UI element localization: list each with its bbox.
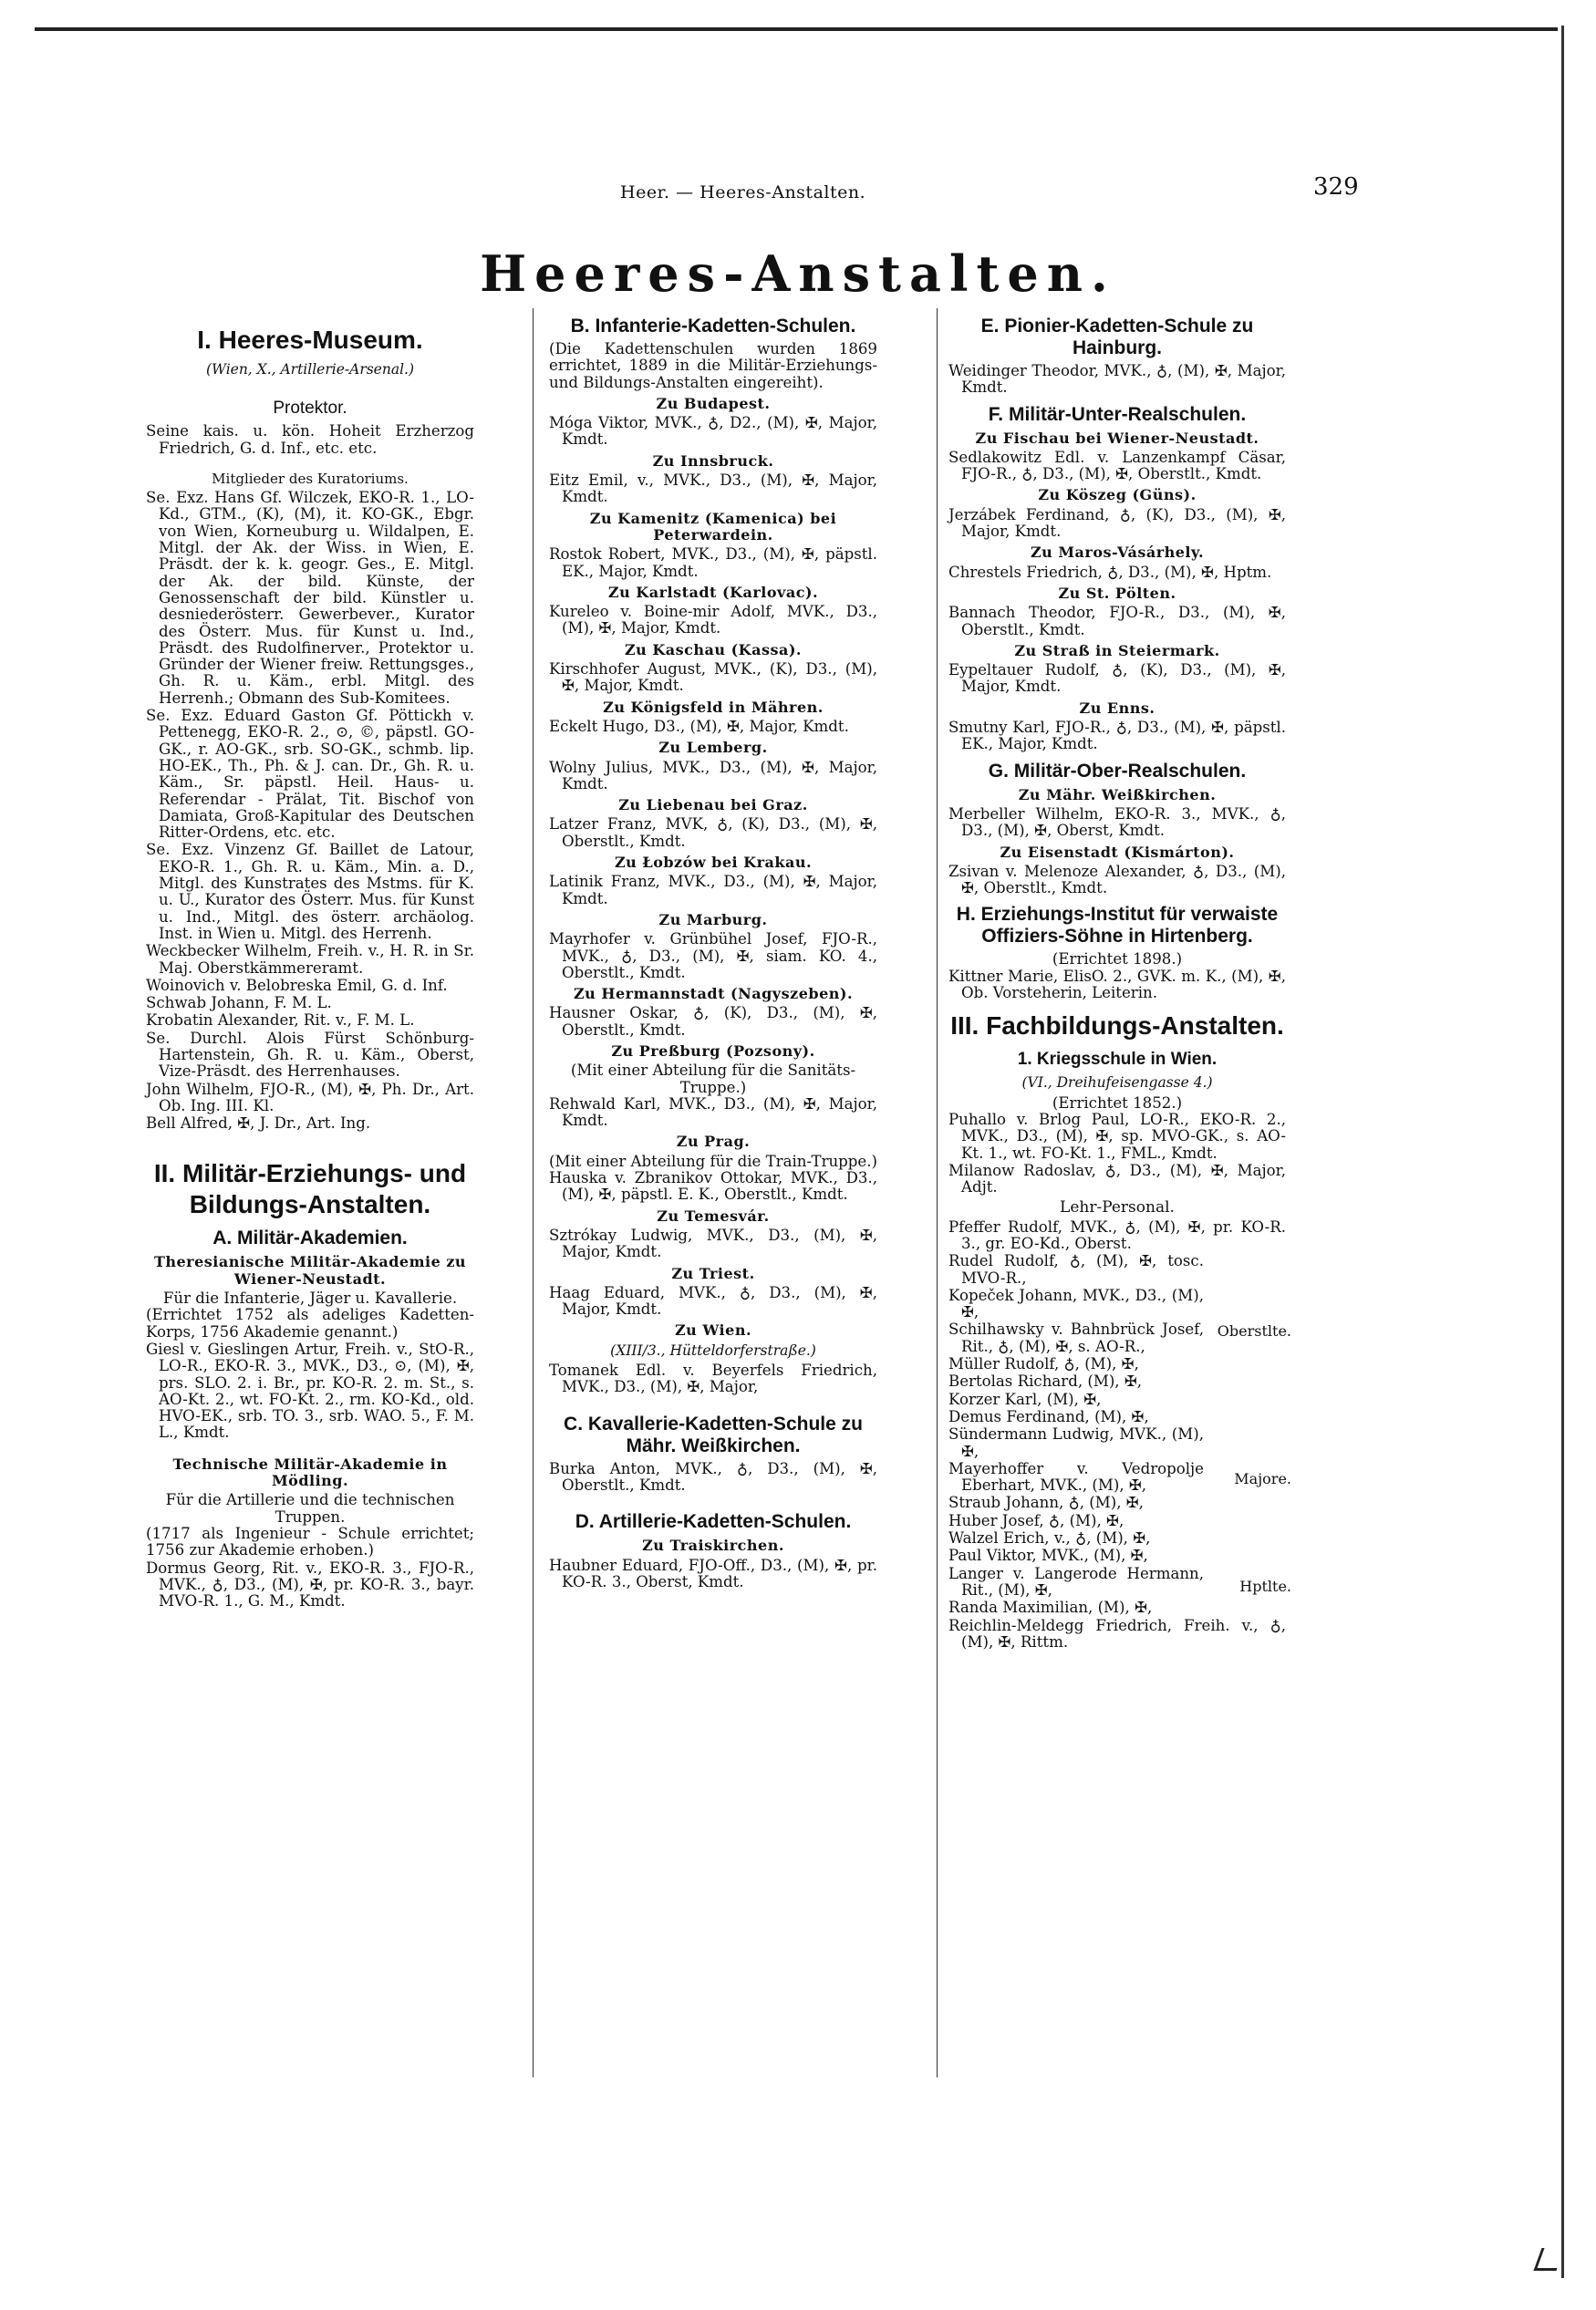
column-3	[948, 308, 1291, 1652]
column-divider-2	[937, 308, 938, 2077]
hptlte-group	[948, 1564, 1291, 1617]
school-entry: Eckelt Hugo, D3., (M), ✠, Major, Kmdt.	[549, 717, 849, 735]
school-entry: Zsivan v. Melenoze Alexander, ♁, D3., (M), ✠, Oberstlt., Kmdt.	[948, 862, 1286, 897]
school-entry: Bannach Theodor, FJO-R., D3., (M), ✠, Oberstlt., Kmdt.	[948, 604, 1286, 638]
subheading-akademien: A. Militär-Akademien.	[212, 1228, 408, 1249]
kuratorium-entry: Se. Durchl. Alois Fürst Schönburg-Hartenstein, Gh. R. u. Käm., Oberst, Vize-Präsdt. des Herrenhauses.	[146, 1029, 474, 1081]
school-entry: Hausner Oskar, ♁, (K), D3., (M), ✠, Oberstlt., Kmdt.	[549, 1004, 877, 1039]
school-entry: Wolny Julius, MVK., D3., (M), ✠, Major, Kmdt.	[549, 758, 877, 792]
lehr-entry: Huber Josef, ♁, (M), ✠,	[948, 1511, 1124, 1529]
kuratorium-entry: Se. Exz. Vinzenz Gf. Baillet de Latour, EKO-R. 1., Gh. R. u. Käm., Min. a. D., Mitgl. des Kunstrates des Mstms. für K. u. U., Kurator des Österr. Mus. für Kunst u. Ind., Mitgl. des österr. archäolog. Inst. in Wien u. Mitgl. des Herrenh.	[146, 841, 474, 942]
lehr-entry: Mayerhoffer v. Vedropolje Eberhart, MVK., (M), ✠,	[948, 1459, 1204, 1495]
oberstlt-group	[948, 1252, 1291, 1408]
subheading-artillerie: D. Artillerie-Kadetten-Schulen.	[575, 1511, 852, 1533]
column-divider-1	[533, 308, 534, 2077]
akademie-purpose: Für die Artillerie und die technischen Truppen.	[165, 1491, 455, 1526]
school-place: Zu Innsbruck.	[652, 451, 774, 470]
subheading-kavallerie: C. Kavallerie-Kadetten-Schule zu Mähr. Weißkirchen.	[564, 1413, 863, 1456]
kuratorium-entry: Se. Exz. Hans Gf. Wilczek, EKO-R. 1., LO-Kd., GTM., (K), (M), it. KO-GK., Ebgr. von Wien, Korneuburg u. Wildalpen, E. Mitgl. der Ak. der Wiss. in Wien, E. Präsdt. der k. k. geogr. Ges., E. Mitgl. der Ak. der bild. Künste, der Genossenschaft der bild. Künstler u. desniederösterr. Gewerbever., Kurator des Österr. Mus. für Kunst u. Ind., Präsdt. des Rudolfinerver., Protektor u. Gründer der Wiener freiw. Rettungsges., Gh. R. u. Käm., erbl. Mitgl. des Herrenh.; Obmann des Sub-Komitees.	[146, 489, 474, 707]
major-group	[948, 1407, 1291, 1565]
school-note: (Mit einer Abteilung für die Sanitäts-Truppe.)	[570, 1062, 856, 1096]
akademie-heading-theresianisch: Theresianische Militär-Akademie zu Wiener-Neustadt.	[153, 1253, 467, 1288]
school-entry: Kureleo v. Boine-mir Adolf, MVK., D3., (M), ✠, Major, Kmdt.	[549, 603, 877, 637]
school-place: Zu Königsfeld in Mähren.	[603, 698, 824, 716]
school-place: Zu Temesvár.	[657, 1207, 770, 1225]
kuratorium-entry: Krobatin Alexander, Rit. v., F. M. L.	[146, 1011, 415, 1030]
school-place: Zu Fischau bei Wiener-Neustadt.	[975, 429, 1259, 447]
section-heading-museum: I. Heeres-Museum.	[197, 326, 423, 354]
school-place: Zu Wien.	[674, 1321, 752, 1340]
subheading-pionier: E. Pionier-Kadetten-Schule zu Hainburg.	[980, 316, 1254, 358]
page-number: 329	[1313, 173, 1359, 201]
akademie-purpose: Für die Infanterie, Jäger u. Kavallerie.	[162, 1290, 458, 1308]
subheading-unter-realschulen: F. Militär-Unter-Realschulen.	[988, 403, 1247, 425]
column-1	[146, 308, 474, 1611]
school-place: Zu Łobzów bei Krakau.	[614, 854, 813, 872]
lehr-entry: Reichlin-Meldegg Friedrich, Freih. v., ♁, (M), ✠, Rittm.	[948, 1616, 1286, 1651]
subheading-kriegsschule: 1. Kriegsschule in Wien.	[1017, 1050, 1218, 1070]
school-entry: Latinik Franz, MVK., D3., (M), ✠, Major, Kmdt.	[549, 873, 877, 907]
school-entry: Móga Viktor, MVK., ♁, D2., (M), ✠, Major, Kmdt.	[549, 414, 877, 449]
school-place: Zu Prag.	[676, 1133, 751, 1151]
school-place: Zu Enns.	[1079, 699, 1156, 717]
kuratorium-entry: Se. Exz. Eduard Gaston Gf. Pöttickh v. Pettenegg, EKO-R. 2., ⊙, ©, päpstl. GO-GK., r. AO-GK., srb. SO-GK., schmb. lip. HO-EK., Th., Ph. & J. can. Dr., Gh. R. u. Käm., Sr. päpstl. Heil. Haus- u. Referendar - Prälat, Tit. Bischof von Damiata, Groß-Kapitular des Deutschen Ritter-Ordens, etc. etc.	[146, 707, 474, 842]
school-place: Zu Kaschau (Kassa).	[625, 640, 802, 658]
school-note: (Mit einer Abteilung für die Train-Truppe.)	[549, 1152, 877, 1170]
school-place: Zu Liebenau bei Graz.	[618, 796, 808, 814]
school-entry: Merbeller Wilhelm, EKO-R. 3., MVK., ♁, D3., (M), ✠, Oberst, Kmdt.	[948, 804, 1286, 840]
school-place: Zu Eisenstadt (Kismárton).	[1000, 843, 1235, 861]
school-place: Zu Mähr. Weißkirchen.	[1018, 785, 1217, 803]
lehr-entry: Bertolas Richard, (M), ✠,	[948, 1373, 1143, 1391]
school-entry: Milanow Radoslav, ♁, D3., (M), ✠, Major, Adjt.	[948, 1161, 1286, 1196]
lehr-entry: Straub Johann, ♁, (M), ✠,	[948, 1494, 1144, 1512]
kuratorium-entry: Schwab Johann, F. M. L.	[146, 994, 332, 1012]
subheading-ober-realschulen: G. Militär-Ober-Realschulen.	[988, 760, 1247, 782]
akademie-entry: Dormus Georg, Rit. v., EKO-R. 3., FJO-R., MVK., ♁, D3., (M), ✠, pr. KO-R. 3., bayr. MVO-R. 1., G. M., Kmdt.	[146, 1559, 474, 1611]
lehr-entry: Langer v. Langerode Hermann, Rit., (M), ✠,	[948, 1564, 1204, 1599]
lehr-entry: Rudel Rudolf, ♁, (M), ✠, tosc. MVO-R.,	[948, 1252, 1204, 1287]
protektor-heading: Protektor.	[273, 399, 347, 419]
school-entry: Rehwald Karl, MVK., D3., (M), ✠, Major, Kmdt.	[549, 1094, 877, 1130]
infanterie-note: (Die Kadettenschulen wurden 1869 errichtet, 1889 in die Militär-Erziehungs- und Bildungs-Anstalten eingereiht).	[549, 340, 877, 391]
lehr-entry: Müller Rudolf, ♁, (M), ✠,	[948, 1355, 1139, 1373]
school-entry: Haubner Eduard, FJO-Off., D3., (M), ✠, pr. KO-R. 3., Oberst, Kmdt.	[549, 1556, 877, 1590]
school-place: Zu Budapest.	[656, 394, 771, 412]
school-entry: Kittner Marie, ElisO. 2., GVK. m. K., (M), ✠, Ob. Vorsteherin, Leiterin.	[948, 967, 1286, 1002]
school-place: Zu Straß in Steiermark.	[1014, 641, 1220, 659]
kuratorium-entry: Weckbecker Wilhelm, Freih. v., H. R. in Sr. Maj. Oberstkämmereramt.	[146, 942, 474, 977]
lehr-entry: Korzer Karl, (M), ✠,	[948, 1390, 1102, 1408]
rank-label-hptlte: Hptlte.	[1239, 1577, 1291, 1595]
lehr-entry: Kopeček Johann, MVK., D3., (M), ✠,	[948, 1286, 1204, 1321]
lehr-entry: Randa Maximilian, (M), ✠,	[948, 1599, 1153, 1617]
lehr-entry: Schilhawsky v. Bahnbrück Josef, Rit., ♁, (M), ✠, s. AO-R.,	[948, 1321, 1204, 1355]
school-place: Zu Traiskirchen.	[642, 1537, 784, 1555]
school-place: Zu Köszeg (Güns).	[1038, 486, 1197, 504]
school-place: Zu Kamenitz (Kamenica) bei Peterwardein.	[589, 509, 837, 544]
school-note: (XIII/3., Hütteldorferstraße.)	[610, 1341, 816, 1359]
school-entry: Jerzábek Ferdinand, ♁, (K), D3., (M), ✠, Major, Kmdt.	[948, 505, 1286, 541]
school-place: Zu Maros-Vásárhely.	[1030, 544, 1205, 562]
school-place: Zu Karlstadt (Karlovac).	[607, 583, 819, 601]
lehr-entry: Walzel Erich, v., ♁, (M), ✠,	[948, 1529, 1151, 1548]
school-entry: Tomanek Edl. v. Beyerfels Friedrich, MVK., D3., (M), ✠, Major,	[549, 1362, 877, 1396]
school-entry: Burka Anton, MVK., ♁, D3., (M), ✠, Oberstlt., Kmdt.	[549, 1459, 877, 1494]
school-place: Zu Hermannstadt (Nagyszeben).	[573, 985, 854, 1003]
corner-mark	[1533, 2248, 1564, 2271]
akademie-entry: Giesl v. Gieslingen Artur, Freih. v., StO-R., LO-R., EKO-R. 3., MVK., D3., ⊙, (M), ✠, prs. SLO. 2. i. Br., pr. KO-R. 2. m. St., s. AO-Kt. 2., wt. FO-Kt. 2., rm. KO-Kd., old. HVO-EK., srb. TO. 3., srb. WAO. 5., F. M. L., Kmdt.	[146, 1340, 474, 1442]
school-entry: Chrestels Friedrich, ♁, D3., (M), ✠, Hptm.	[948, 563, 1272, 581]
lehr-entry: Pfeffer Rudolf, MVK., ♁, (M), ✠, pr. KO-R. 3., gr. EO-Kd., Oberst.	[948, 1217, 1286, 1252]
school-entry: Hauska v. Zbranikov Ottokar, MVK., D3., (M), ✠, päpstl. E. K., Oberstlt., Kmdt.	[549, 1169, 877, 1204]
institut-note: (Errichtet 1898.)	[1052, 950, 1183, 969]
kuratorium-heading: Mitglieder des Kuratoriums.	[212, 470, 409, 487]
page-title: Heeres-Anstalten.	[480, 244, 1116, 303]
school-entry: Kirschhofer August, MVK., (K), D3., (M), ✠, Major, Kmdt.	[549, 660, 877, 695]
school-entry: Sztrókay Ludwig, MVK., D3., (M), ✠, Major, Kmdt.	[549, 1226, 877, 1261]
subheading-erziehungs-institut: H. Erziehungs-Institut für verwaiste Offiziers-Söhne in Hirtenberg.	[956, 904, 1279, 948]
top-border-line	[35, 27, 1558, 31]
lehr-entry: Paul Viktor, MVK., (M), ✠,	[948, 1547, 1148, 1565]
school-entry: Haag Eduard, MVK., ♁, D3., (M), ✠, Major, Kmdt.	[549, 1283, 877, 1319]
page-edge-bar	[1561, 26, 1564, 2278]
kuratorium-entry: John Wilhelm, FJO-R., (M), ✠, Ph. Dr., Art. Ob. Ing. III. Kl.	[146, 1080, 474, 1114]
lehr-entry: Sündermann Ludwig, MVK., (M), ✠,	[948, 1425, 1204, 1460]
akademie-note: (1717 als Ingenieur - Schule errichtet; 1756 zur Akademie erhoben.)	[146, 1524, 474, 1559]
school-place: Zu Marburg.	[658, 910, 768, 928]
kuratorium-entry: Bell Alfred, ✠, J. Dr., Art. Ing.	[146, 1114, 371, 1133]
school-entry: Weidinger Theodor, MVK., ♁, (M), ✠, Major, Kmdt.	[948, 362, 1286, 397]
school-place: Zu Triest.	[671, 1264, 755, 1282]
running-head: Heer. — Heeres-Anstalten.	[620, 182, 866, 202]
school-place: Zu Preßburg (Pozsony).	[611, 1041, 815, 1060]
kriegsschule-location: (VI., Dreihufeisengasse 4.)	[1021, 1074, 1213, 1092]
column-2	[549, 308, 877, 1591]
akademie-note: (Errichtet 1752 als adeliges Kadetten-Korps, 1756 Akademie genannt.)	[146, 1306, 474, 1341]
lehr-personal-heading: Lehr-Personal.	[1060, 1198, 1175, 1217]
school-entry: Puhallo v. Brlog Paul, LO-R., EKO-R. 2., MVK., D3., (M), ✠, sp. MVO-GK., s. AO-Kt. 1., wt. FO-Kt. 1., FML., Kmdt.	[948, 1110, 1286, 1162]
school-place: Zu St. Pölten.	[1058, 584, 1176, 602]
school-entry: Smutny Karl, FJO-R., ♁, D3., (M), ✠, päpstl. EK., Major, Kmdt.	[948, 719, 1286, 753]
kuratorium-entry: Woinovich v. Belobreska Emil, G. d. Inf.	[146, 976, 448, 994]
rank-label-majore: Majore.	[1234, 1470, 1291, 1488]
school-entry: Eypeltauer Rudolf, ♁, (K), D3., (M), ✠, Major, Kmdt.	[948, 661, 1286, 696]
rank-label-oberstlte: Oberstlte.	[1217, 1321, 1291, 1340]
school-entry: Latzer Franz, MVK, ♁, (K), D3., (M), ✠, Oberstlt., Kmdt.	[549, 815, 877, 850]
school-entry: Sedlakowitz Edl. v. Lanzenkampf Cäsar, FJO-R., ♁, D3., (M), ✠, Oberstlt., Kmdt.	[948, 448, 1286, 483]
school-entry: Eitz Emil, v., MVK., D3., (M), ✠, Major, Kmdt.	[549, 471, 877, 506]
protektor-text: Seine kais. u. kön. Hoheit Erzherzog Friedrich, G. d. Inf., etc. etc.	[146, 422, 474, 457]
school-entry: Mayrhofer v. Grünbühel Josef, FJO-R., MVK., ♁, D3., (M), ✠, siam. KO. 4., Oberstlt., Kmdt.	[549, 930, 877, 981]
akademie-heading-technisch: Technische Militär-Akademie in Mödling.	[172, 1455, 448, 1490]
section-heading-erziehung: II. Militär-Erziehungs- und Bildungs-Anstalten.	[153, 1159, 467, 1219]
subheading-infanterie: B. Infanterie-Kadetten-Schulen.	[570, 316, 856, 337]
school-entry: Rostok Robert, MVK., D3., (M), ✠, päpstl. EK., Major, Kmdt.	[549, 545, 877, 580]
museum-location: (Wien, X., Artillerie-Arsenal.)	[205, 361, 415, 378]
lehr-entry: Demus Ferdinand, (M), ✠,	[948, 1407, 1149, 1425]
kriegsschule-note: (Errichtet 1852.)	[1052, 1093, 1183, 1112]
section-heading-fachbildung: III. Fachbildungs-Anstalten.	[950, 1011, 1284, 1041]
school-place: Zu Lemberg.	[658, 739, 768, 757]
